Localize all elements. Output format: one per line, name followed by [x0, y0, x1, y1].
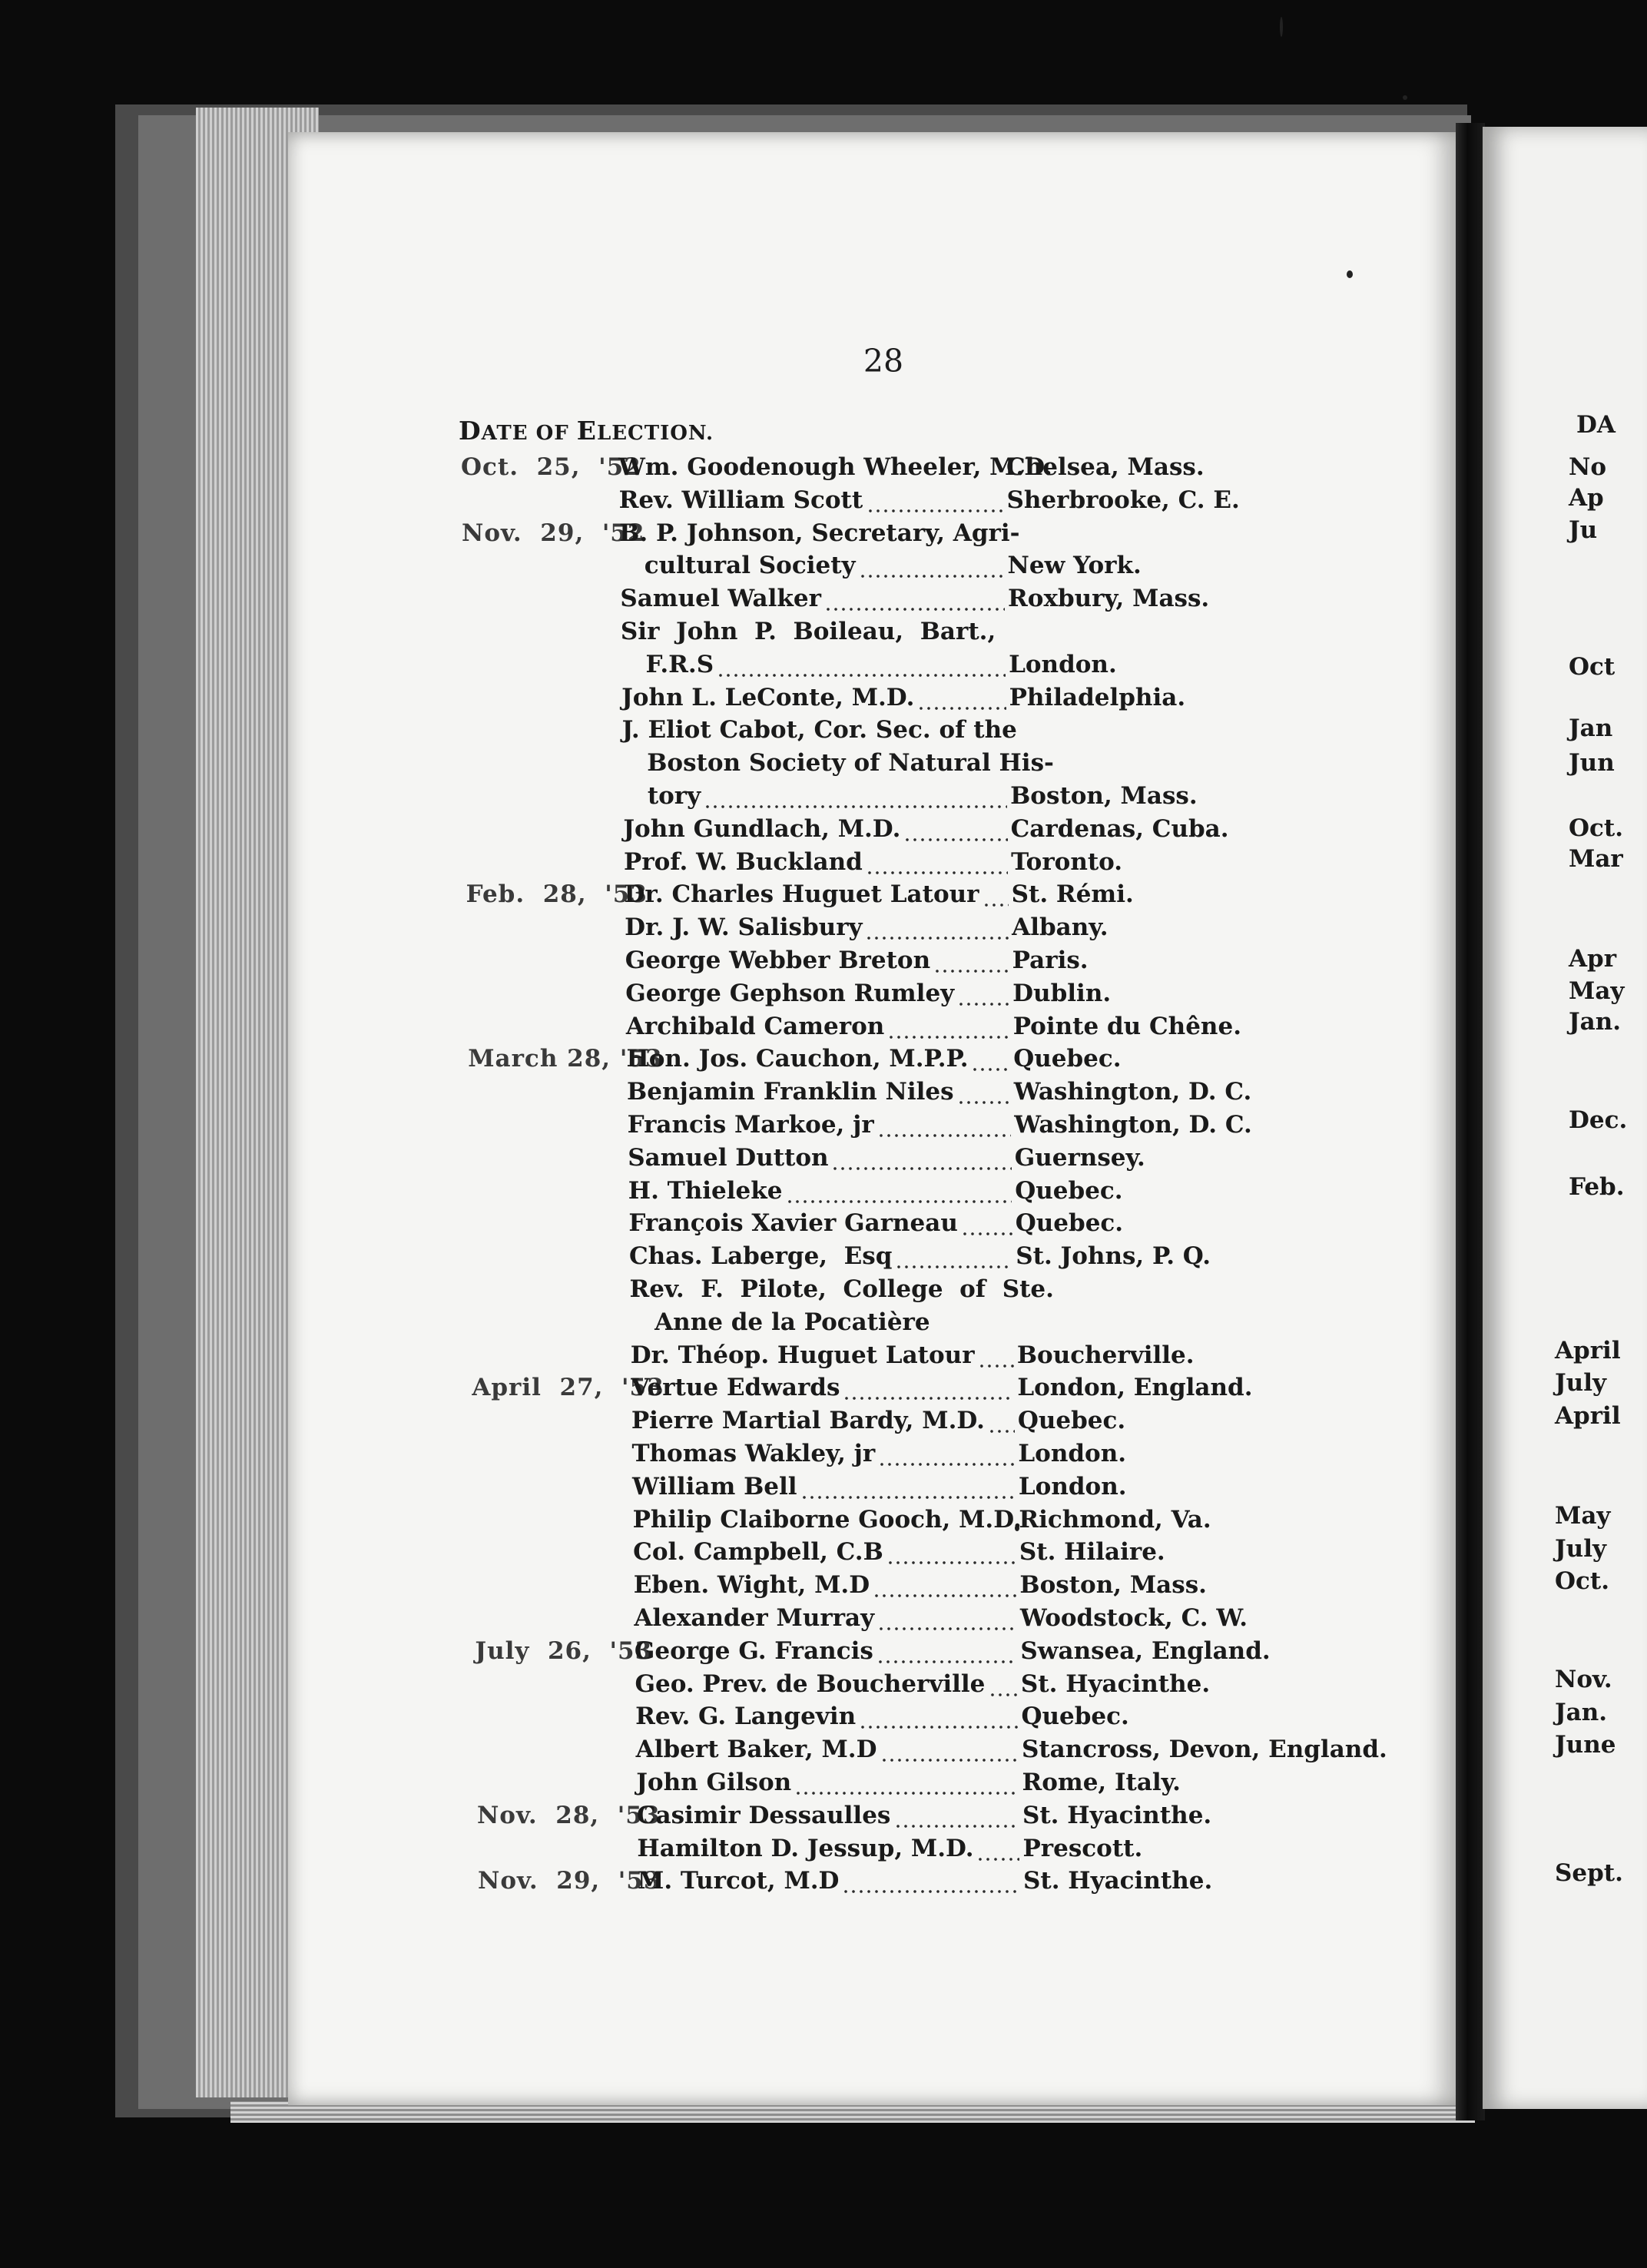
member-name: Casimir Dessaulles — [636, 1801, 891, 1829]
member-name: Prof. W. Buckland — [623, 847, 863, 876]
member-residence: Boston, Mass. — [1010, 782, 1198, 810]
member-name: Dr. Théop. Huguet Latour — [630, 1341, 975, 1369]
member-name: Hon. Jos. Cauchon, M.P.P. — [626, 1045, 969, 1073]
member-name: Rev. F. Pilote, College of Ste. — [629, 1275, 1054, 1303]
dust-speck — [1403, 95, 1407, 100]
dot-leader — [971, 1068, 1010, 1071]
member-name: John Gundlach, M.D. — [623, 814, 901, 843]
member-name: George Webber Breton — [625, 947, 931, 974]
right-page-date: Apr — [1569, 945, 1617, 973]
election-date: Nov. 28, '53 — [476, 1801, 661, 1829]
member-residence: London. — [1018, 1472, 1127, 1500]
election-date: Nov. 29, '52 — [462, 519, 645, 547]
dot-leader — [933, 970, 1009, 973]
member-residence: Sherbrooke, C. E. — [1006, 486, 1240, 514]
member-name: Boston Society of Natural His- — [647, 749, 1054, 778]
member-residence: St. Hyacinthe. — [1020, 1670, 1211, 1698]
dot-leader — [831, 1167, 1012, 1170]
member-residence: Richmond, Va. — [1019, 1505, 1211, 1534]
member-residence: Cardenas, Cuba. — [1010, 814, 1229, 843]
member-residence: Quebec. — [1013, 1045, 1122, 1073]
member-residence: Prescott. — [1022, 1834, 1143, 1862]
member-residence: Washington, D. C. — [1013, 1078, 1252, 1106]
dot-leader — [957, 1101, 1011, 1104]
dot-leader — [704, 805, 1007, 808]
member-residence: St. Hilaire. — [1019, 1538, 1165, 1567]
right-page-date: April — [1555, 1402, 1621, 1430]
dot-leader — [824, 608, 1005, 611]
member-residence: London. — [1018, 1440, 1127, 1467]
page-number: 28 — [863, 343, 904, 380]
member-name: Pierre Martial Bardy, M.D. — [631, 1407, 985, 1435]
right-page-date: Oct. — [1555, 1567, 1609, 1595]
book-gutter — [1456, 123, 1485, 2120]
right-page-date: May — [1555, 1502, 1611, 1530]
member-name: Anne de la Pocatière — [654, 1308, 930, 1336]
dot-leader — [988, 1430, 1015, 1433]
member-residence: Stancross, Devon, England. — [1021, 1736, 1387, 1764]
dot-leader — [873, 1594, 1016, 1597]
member-name: Vertue Edwards — [631, 1374, 840, 1402]
dot-leader — [867, 509, 1004, 512]
member-name: Albert Baker, M.D — [635, 1736, 877, 1764]
right-page-date: July — [1555, 1535, 1606, 1563]
right-page-date: May — [1569, 977, 1625, 1005]
right-page-header: DA — [1576, 411, 1616, 439]
member-residence: Chelsea, Mass. — [1006, 453, 1205, 481]
member-residence: St. Hyacinthe. — [1023, 1867, 1213, 1895]
election-date: Nov. 29, '53 — [478, 1867, 661, 1895]
member-name: Geo. Prev. de Boucherville — [635, 1670, 986, 1698]
member-name: Alexander Murray — [634, 1604, 875, 1632]
member-residence: Quebec. — [1015, 1176, 1123, 1205]
right-page-date: April — [1555, 1337, 1621, 1364]
member-name: Wm. Goodenough Wheeler, M.D. — [618, 453, 1052, 481]
right-page-date: Feb. — [1569, 1173, 1625, 1201]
dust-speck — [1280, 17, 1283, 37]
member-residence: Woodstock, C. W. — [1019, 1604, 1248, 1632]
member-name: Samuel Dutton — [628, 1143, 829, 1172]
election-date: April 27, '53 — [472, 1374, 664, 1402]
member-name: tory — [647, 782, 701, 810]
member-name: Eben. Wight, M.D — [633, 1571, 870, 1600]
right-page-date: Oct — [1569, 653, 1616, 681]
member-residence: Boston, Mass. — [1019, 1571, 1207, 1600]
dot-leader — [983, 904, 1009, 907]
right-page-date: Oct. — [1569, 814, 1623, 842]
dot-leader — [786, 1200, 1012, 1203]
member-residence: Paris. — [1012, 947, 1089, 974]
member-residence: Quebec. — [1015, 1209, 1124, 1238]
dot-leader — [880, 1759, 1019, 1762]
dot-leader — [843, 1397, 1014, 1400]
dot-leader — [877, 1660, 1017, 1663]
dot-leader — [978, 1364, 1014, 1368]
member-name: Chas. Laberge, Esq — [628, 1242, 893, 1271]
member-name: B. P. Johnson, Secretary, Agri- — [619, 519, 1020, 547]
member-residence: Pointe du Chêne. — [1012, 1012, 1241, 1040]
dot-leader — [877, 1134, 1011, 1137]
member-name: Rev. William Scott — [618, 486, 863, 514]
member-residence: Quebec. — [1017, 1407, 1126, 1435]
right-page-date: No — [1569, 453, 1607, 481]
dot-leader — [866, 871, 1008, 874]
member-name: John Gilson — [636, 1769, 792, 1796]
dot-leader — [961, 1232, 1012, 1235]
right-page-date: Sept. — [1555, 1859, 1623, 1887]
dot-leader — [989, 1693, 1018, 1696]
dot-leader — [800, 1496, 1016, 1499]
right-page-date: Ju — [1569, 516, 1598, 544]
member-residence: Toronto. — [1011, 847, 1123, 876]
member-name: Benjamin Franklin Niles — [627, 1078, 954, 1106]
member-residence: Albany. — [1012, 914, 1108, 942]
member-name: Sir John P. Boileau, Bart., — [620, 618, 996, 645]
right-page-date: Dec. — [1569, 1106, 1628, 1134]
member-residence: Swansea, England. — [1020, 1636, 1271, 1665]
member-name: John L. LeConte, M.D. — [621, 683, 915, 711]
member-name: Philip Claiborne Gooch, M.D. — [632, 1505, 1022, 1534]
right-page-date: Jan. — [1569, 1008, 1622, 1036]
dot-leader — [859, 1726, 1018, 1729]
member-name: Rev. G. Langevin — [635, 1703, 857, 1731]
member-name: George G. Francis — [634, 1636, 873, 1665]
dot-leader — [794, 1792, 1019, 1795]
member-residence: Philadelphia. — [1009, 683, 1186, 711]
member-name: H. Thieleke — [628, 1176, 783, 1205]
right-page-date: Jan. — [1555, 1699, 1608, 1726]
dot-leader — [903, 838, 1008, 841]
member-name: Thomas Wakley, jr — [631, 1440, 876, 1467]
dot-leader — [865, 937, 1009, 940]
dot-leader — [887, 1036, 1010, 1039]
member-name: J. Eliot Cabot, Cor. Sec. of the — [621, 716, 1017, 744]
right-page — [1483, 127, 1647, 2109]
dot-leader — [957, 1003, 1009, 1006]
right-page-date: July — [1555, 1369, 1606, 1397]
member-name: William Bell — [632, 1472, 797, 1500]
member-name: Archibald Cameron — [625, 1012, 885, 1040]
election-date: July 26, '53 — [475, 1636, 653, 1665]
dot-leader — [917, 707, 1006, 710]
member-residence: St. Rémi. — [1011, 880, 1134, 909]
right-page-date: Ap — [1569, 484, 1604, 512]
member-name: Dr. J. W. Salisbury — [625, 914, 863, 942]
dot-leader — [894, 1825, 1019, 1828]
member-name: Col. Campbell, C.B — [633, 1538, 883, 1567]
member-residence: London. — [1009, 650, 1117, 678]
member-name: George Gephson Rumley — [625, 979, 955, 1007]
member-residence: London, England. — [1017, 1374, 1253, 1402]
member-residence: Boucherville. — [1016, 1341, 1195, 1369]
member-name: cultural Society — [644, 552, 856, 580]
dot-leader — [895, 1265, 1012, 1268]
member-residence: Rome, Italy. — [1022, 1769, 1181, 1796]
dot-leader — [877, 1627, 1017, 1630]
member-name: François Xavier Garneau — [628, 1209, 958, 1238]
right-page-date: Jan — [1569, 715, 1613, 742]
dot-leader — [717, 674, 1006, 677]
member-residence: Quebec. — [1021, 1703, 1129, 1731]
member-name: M. Turcot, M.D — [638, 1867, 840, 1895]
member-name: F.R.S — [645, 650, 714, 678]
member-name: Francis Markoe, jr — [627, 1111, 874, 1139]
right-page-date: Jun — [1569, 749, 1615, 777]
dot-leader — [976, 1858, 1019, 1861]
dot-leader — [878, 1463, 1015, 1466]
election-date: Feb. 28, '53 — [466, 880, 648, 909]
member-residence: Washington, D. C. — [1014, 1111, 1252, 1139]
right-page-date: June — [1555, 1731, 1616, 1759]
member-residence: St. Johns, P. Q. — [1016, 1242, 1211, 1271]
member-residence: Dublin. — [1012, 979, 1112, 1007]
election-date: March 28, '53 — [468, 1045, 663, 1073]
election-date: Oct. 25, '52 — [461, 453, 641, 481]
member-residence: St. Hyacinthe. — [1022, 1801, 1212, 1829]
member-residence: Roxbury, Mass. — [1008, 585, 1210, 613]
dot-leader — [859, 575, 1005, 578]
right-page-date: Nov. — [1555, 1666, 1612, 1693]
member-name: Dr. Charles Huguet Latour — [624, 880, 979, 909]
dot-leader — [842, 1890, 1020, 1893]
member-residence: Guernsey. — [1014, 1143, 1145, 1172]
column-header-date-of-election: DATE OF ELECTION. — [459, 416, 714, 446]
member-name: Samuel Walker — [620, 585, 821, 613]
dust-speck — [1347, 270, 1353, 278]
member-residence: New York. — [1007, 552, 1142, 580]
right-page-date: Mar — [1569, 845, 1623, 873]
dot-leader — [886, 1561, 1016, 1564]
member-name: Hamilton D. Jessup, M.D. — [637, 1834, 974, 1862]
